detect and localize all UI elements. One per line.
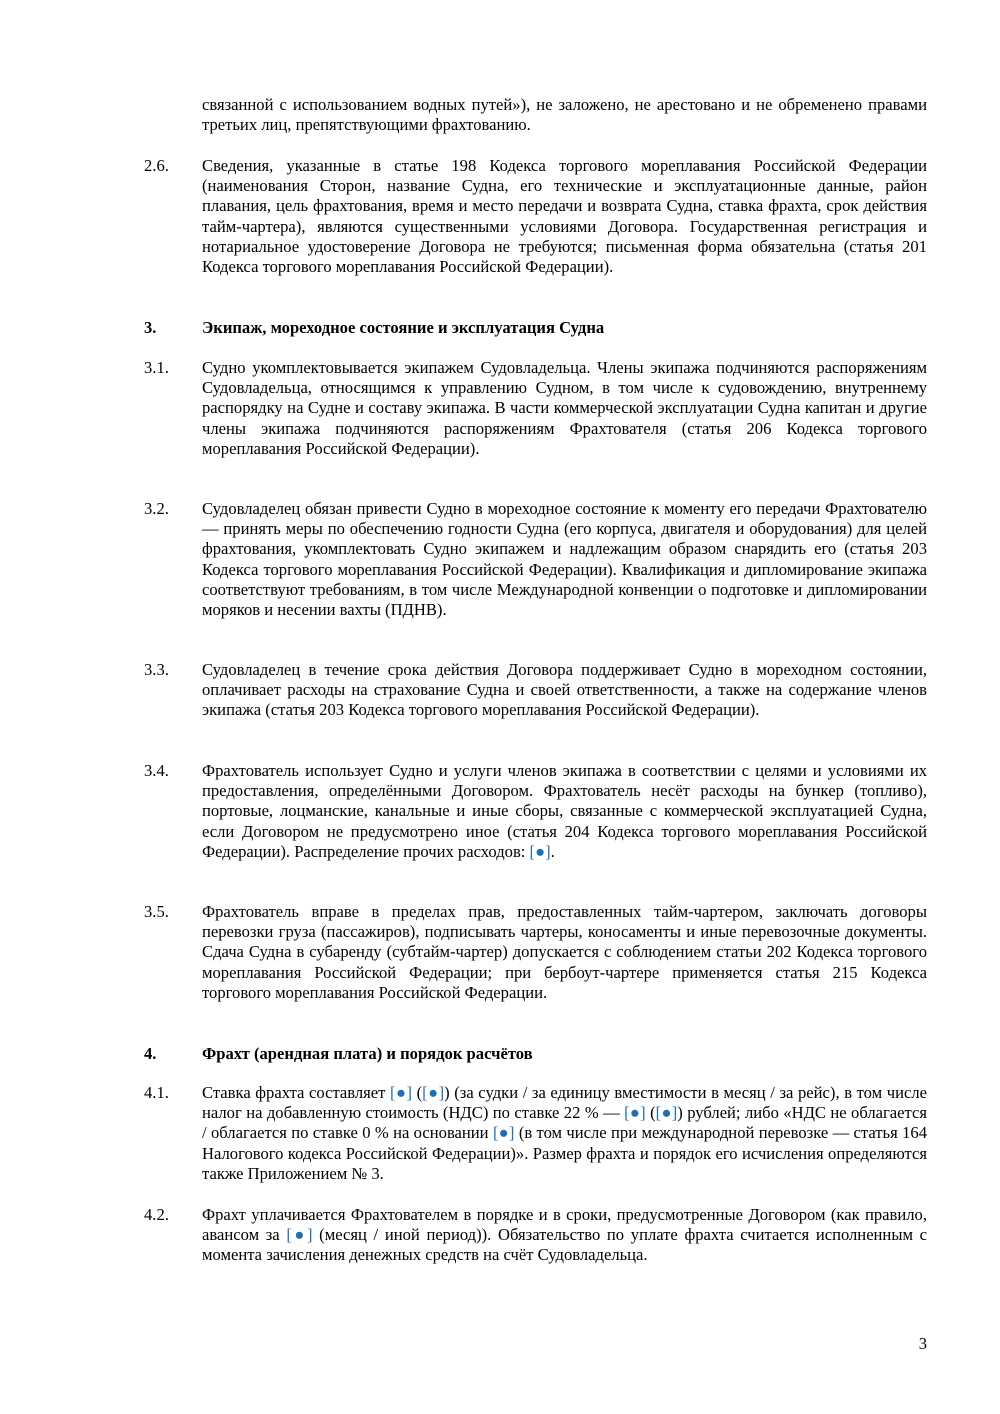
placeholder-mark: [●] — [390, 1083, 412, 1102]
continuation-paragraph: связанной с использованием водных путей»), не заложено, не арестовано и не обременено правами третьих лиц, препятствующими фрахтованию. — [202, 95, 927, 135]
clause-2-6 — [144, 156, 927, 277]
placeholder-mark: [●] — [422, 1083, 445, 1102]
clause-3-4 — [144, 761, 927, 862]
placeholder-mark: [●] — [492, 1123, 515, 1143]
clause-text-part: ) рублей; либо «НДС не облагается / облагается по ставке 0 % на основании — [202, 1103, 927, 1143]
clause-4-1 — [144, 1083, 927, 1184]
clause-number: 3.4. — [144, 761, 169, 780]
clause-number: 2.6. — [144, 156, 169, 175]
clause-text — [202, 1205, 927, 1266]
clause-3-2 — [144, 499, 927, 620]
section-title: Экипаж, мореходное состояние и эксплуатация Судна — [202, 318, 605, 337]
clause-text-part: Ставка фрахта составляет — [202, 1083, 391, 1102]
clause-text-part: (в том числе при международной перевозке — статья 164 Налогового кодекса Российской Федерации)». Размер фрахта и порядок его исчисления определяются также Приложением № 3. — [202, 1123, 928, 1183]
clause-text-part: ( — [645, 1103, 656, 1123]
clause-text — [202, 761, 927, 862]
clause-number: 3.1. — [144, 358, 169, 377]
section-number: 3. — [144, 318, 157, 337]
clause-number: 4.2. — [144, 1205, 169, 1224]
clause-3-3 — [144, 660, 927, 721]
clause-number: 4.1. — [144, 1083, 169, 1102]
clause-text: Судовладелец обязан привести Судно в мореходное состояние к моменту его передачи Фрахтователю — принять меры по обеспечению годности Судна (его корпуса, двигателя и оборудования) для целей фрахтования, укомплектовать Судно экипажем и надлежащим образом снарядить его (статья 203 Кодекса торгового мореплавания Российской Федерации). Квалификация и дипломирование экипажа соответствуют требованиям, в том числе Международной конвенции о подготовке и дипломировании моряков и несении вахты (ПДНВ). — [202, 499, 927, 620]
clause-text-part: ( — [412, 1083, 423, 1102]
clause-3-1 — [144, 358, 927, 459]
placeholder-mark: [●] — [655, 1103, 678, 1123]
clause-number: 3.2. — [144, 499, 169, 518]
clause-text: Судовладелец в течение срока действия Договора поддерживает Судно в мореходном состоянии, оплачивает расходы на страхование Судна и своей ответственности, а также на содержание членов экипажа (статья 203 Кодекса торгового мореплавания Российской Федерации). — [202, 660, 927, 720]
clause-number: 3.5. — [144, 902, 169, 921]
clause-3-5 — [144, 902, 927, 1003]
clause-text-part: . — [550, 841, 555, 861]
clause-text-part: Фрахт уплачивается Фрахтователем в порядке и в сроки, предусмотренные Договором (как правило, авансом за — [202, 1205, 927, 1245]
clause-text-part: Фрахтователь использует Судно и услуги членов экипажа в соответствии с целями и условиями их предоставления, определёнными Договором. Фрахтователь несёт расходы на бункер (топливо), портовые, лоцманские, канальные и иные сборы, связанные с коммерческой эксплуатацией Судна, если Договором не предусмотрено иное (статья 204 Кодекса торгового мореплавания Российской Федерации). Распределение прочих расходов: — [202, 761, 927, 861]
clause-text-part: ) (за судки / за единицу вместимости в месяц / за рейс), в том числе налог на добавленную стоимость (НДС) по ставке 22 % — — [202, 1083, 927, 1123]
clause-text: Судно укомплектовывается экипажем Судовладельца. Члены экипажа подчиняются распоряжениям Судовладельца, относящимся к управлению Судном, в том числе к судовождению, внутреннему распорядку на Судне и составу экипажа. В части коммерческой эксплуатации Судна капитан и другие члены экипажа подчиняются распоряжениям Фрахтователя (статья 206 Кодекса торгового мореплавания Российской Федерации). — [202, 358, 927, 458]
clause-text: Сведения, указанные в статье 198 Кодекса торгового мореплавания Российской Федерации (наименования Сторон, название Судна, его технические и эксплуатационные данные, район плавания, цель фрахтования, время и место передачи и возврата Судна, ставка фрахта, срок действия тайм-чартера), являются существенными условиями Договора. Государственная регистрация и нотариальное удостоверение Договора не требуются; письменная форма обязательна (статья 201 Кодекса торгового мореплавания Российской Федерации). — [202, 156, 927, 277]
clause-number: 3.3. — [144, 660, 169, 679]
section-number: 4. — [144, 1044, 157, 1063]
clause-text-part: (месяц / иной период)). Обязательство по уплате фрахта считается исполненным с момента зачисления денежных средств на счёт Судовладельца. — [202, 1225, 928, 1265]
section-3-heading — [144, 318, 927, 338]
page-number: 3 — [918, 1334, 927, 1353]
clause-text: Фрахтователь вправе в пределах прав, предоставленных тайм-чартером, заключать договоры перевозки груза (пассажиров), подписывать чартеры, коносаменты и иные перевозочные документы. Сдача Судна в субаренду (субтайм-чартер) допускается с соблюдением статьи 202 Кодекса торгового мореплавания Российской Федерации; при бербоут-чартере применяется статья 215 Кодекса торгового мореплавания Российской Федерации. — [202, 902, 927, 1002]
placeholder-mark: [●] — [624, 1103, 646, 1123]
placeholder-mark: [●] — [286, 1225, 313, 1245]
clause-text — [202, 1083, 927, 1184]
placeholder-mark: [●] — [529, 841, 551, 861]
clause-4-2 — [144, 1205, 927, 1266]
section-title: Фрахт (арендная плата) и порядок расчётов — [202, 1044, 533, 1063]
section-4-heading — [144, 1044, 927, 1064]
